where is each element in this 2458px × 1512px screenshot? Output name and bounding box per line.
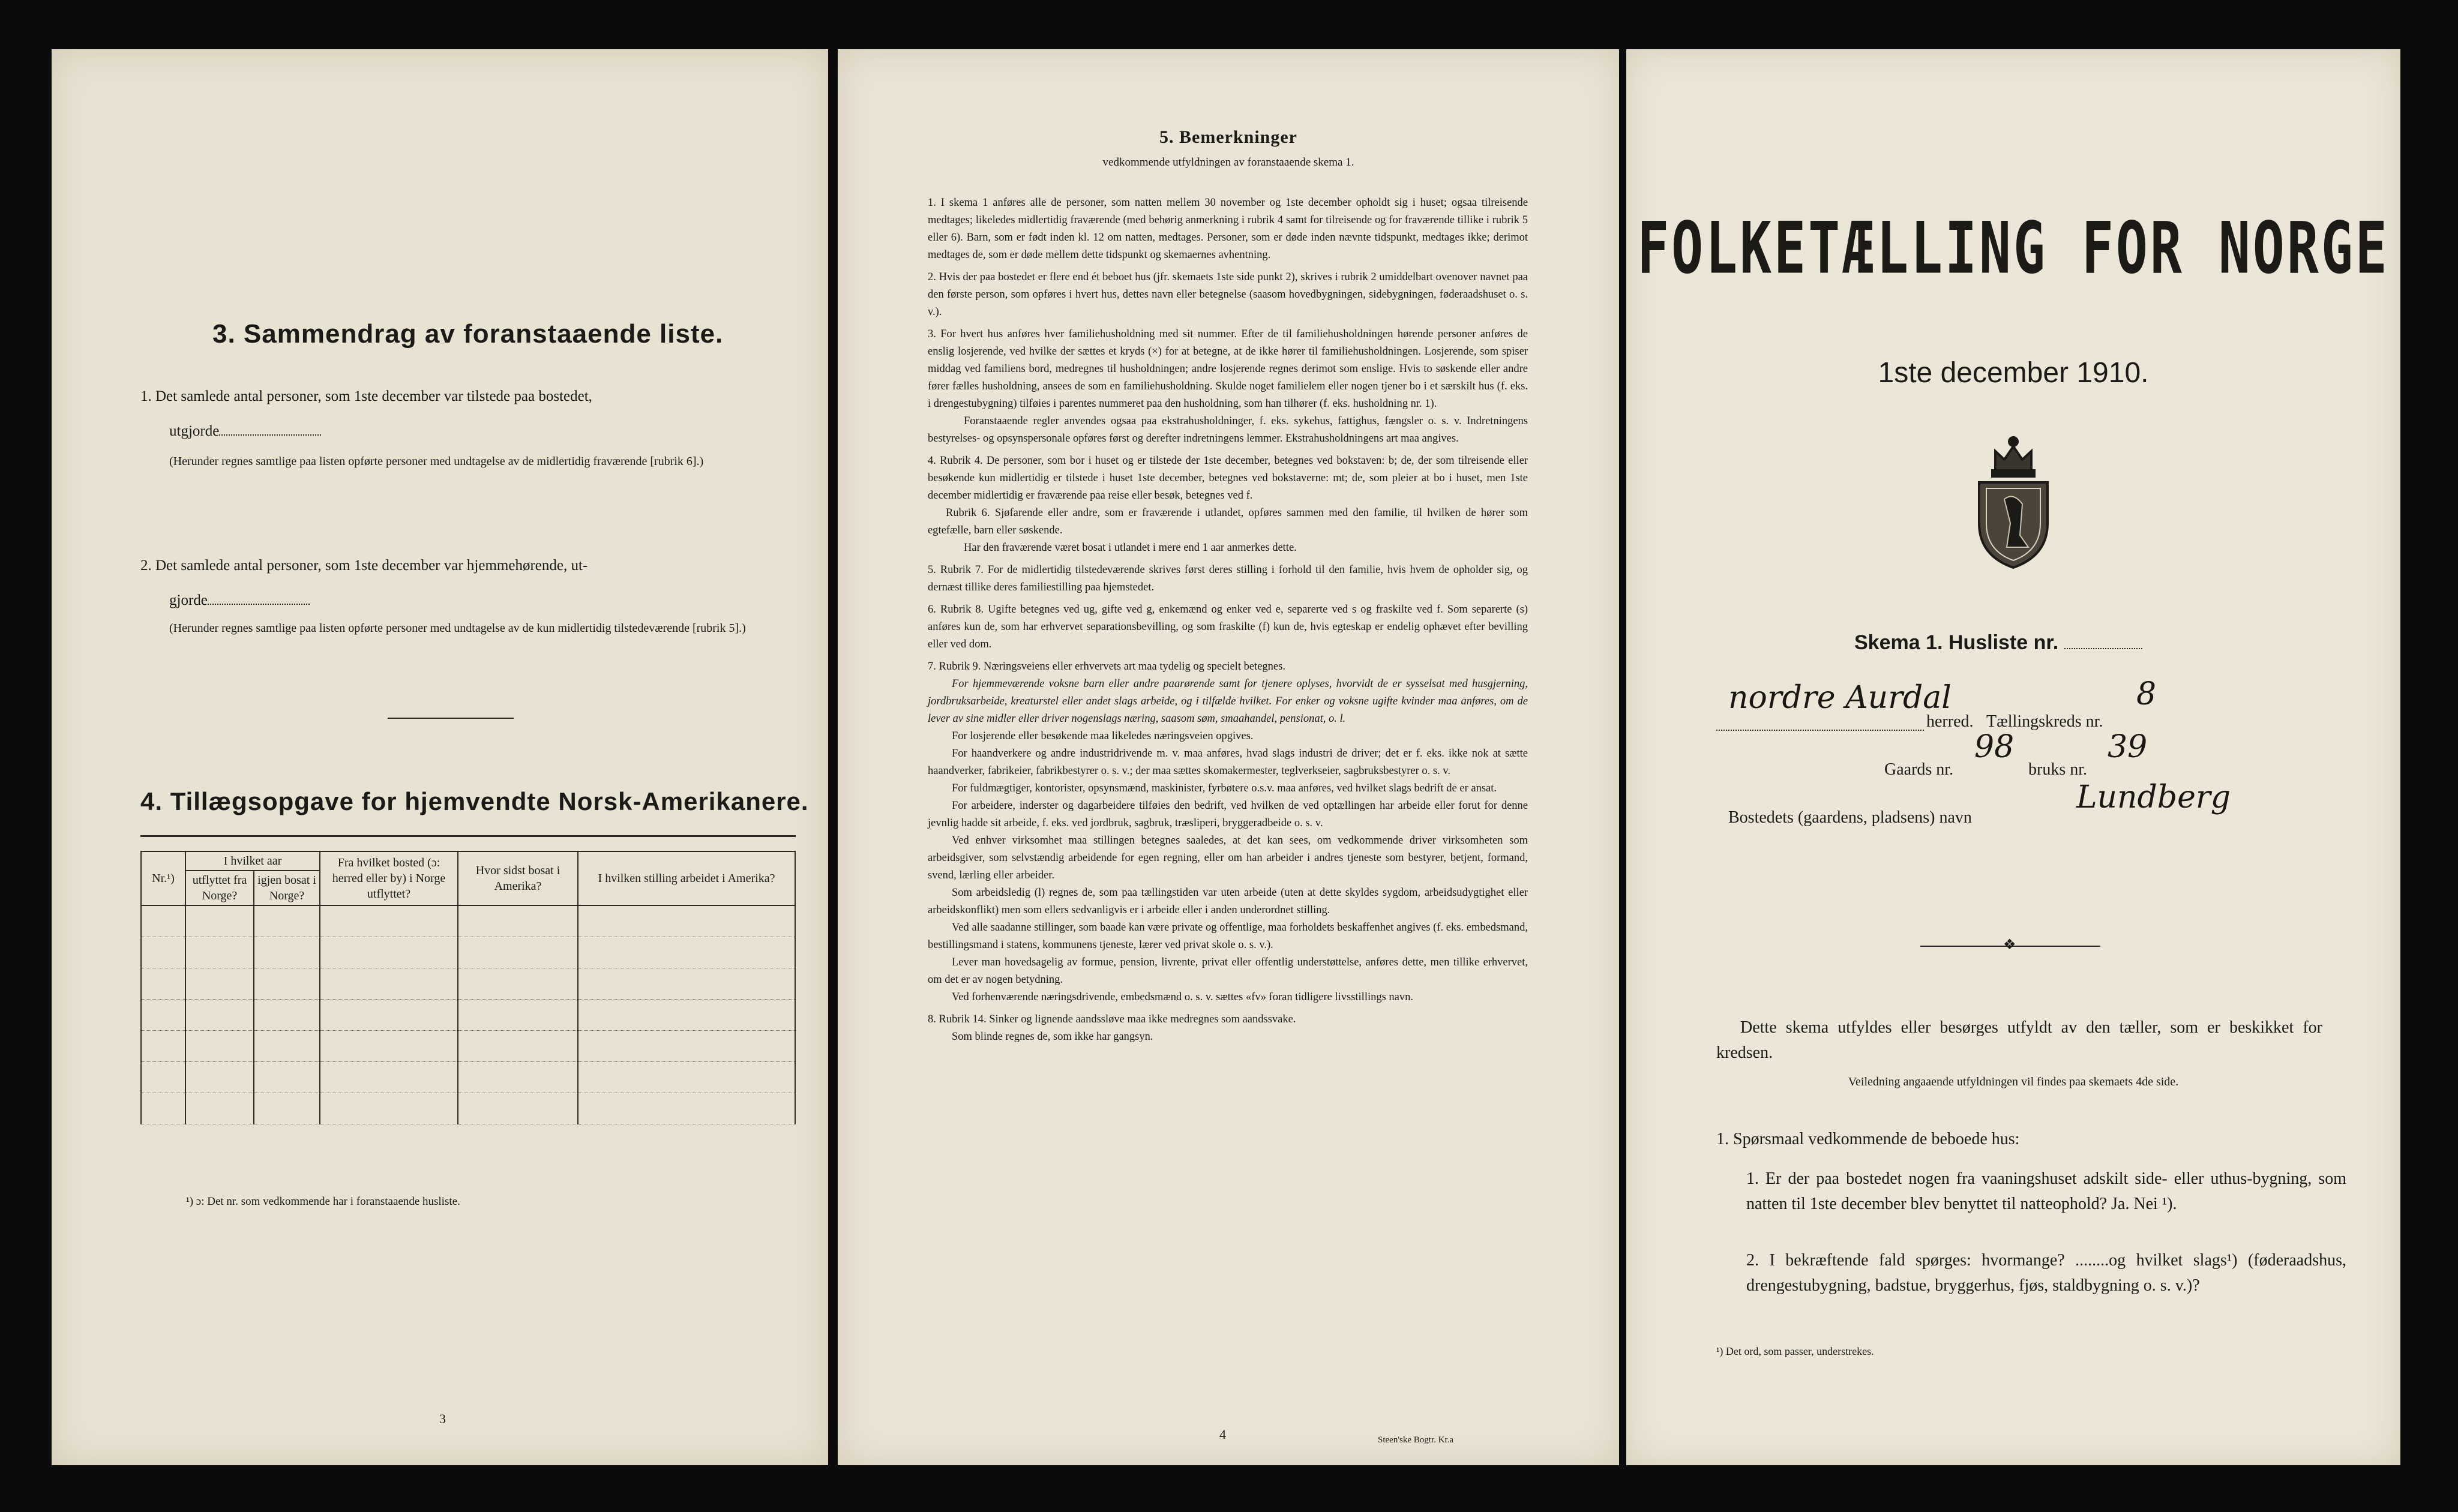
cell[interactable]	[320, 1093, 458, 1124]
remark-1: 1. I skema 1 anføres alle de personer, som natten mellem 30 november og 1ste december opholdt sig i huset; ogsaa tilreisende medtages; likeledes midlertidig fraværende (med behørig anmerkning i rubrik 4 samt for tilreisende og for fraværende tillike i rubrik 5 eller 6). Barn, som er født inden kl. 12 om natten, medtages. Personer, som er døde inden nævnte tidspunkt, medtages ikke; derimot medtages de, som er døde mellem dette tidspunkt og skemaernes avhentning.	[928, 197, 1528, 261]
cell[interactable]	[254, 1000, 320, 1031]
gaards-value[interactable]: 98	[1974, 729, 2015, 765]
instruction-1: Dette skema utfyldes eller besørges utfyldt av den tæller, som er beskikket for kredsen.	[1716, 1018, 2322, 1062]
remark-4c: Har den fraværende været bosat i utlandet i mere end 1 aar anmerkes dette.	[964, 542, 1297, 554]
remark-7h: Ved alle saadanne stillinger, som baade kan være private og offentlige, maa forholdets beskaffenhet angives (f. eks. embedsmand, bestillingsmand i statens, kommunens tjeneste, lærer ved privat skole o. s. v.).	[928, 922, 1528, 951]
remark-7b: For losjerende eller besøkende maa likeledes næringsveien opgives.	[952, 730, 1254, 742]
table-row	[141, 905, 795, 937]
cell[interactable]	[141, 1031, 185, 1062]
cell[interactable]	[578, 1031, 795, 1062]
item-2-word: gjorde	[169, 592, 208, 608]
cell[interactable]	[578, 937, 795, 968]
remark-4b: Rubrik 6. Sjøfarende eller andre, som er fraværende i utlandet, opføres sammen med den familie, til hvilken de hører som egtefælle, barn eller søskende.	[928, 507, 1528, 536]
page-number: 4	[1219, 1427, 1226, 1442]
item-2-label	[169, 589, 310, 612]
remark-7c: For haandverkere og andre industridrivende m. v. maa anføres, hvad slags industri de driver; det er f. eks. ikke nok at sætte haandverker, fabrikeier, fabrikbestyrer o. s. v.; der maa sættes skomakermester, teglverkseier, sagbruksbestyrer o. s. v.	[928, 748, 1528, 777]
page-1-cover	[1626, 49, 2400, 1465]
section-4-rule	[140, 835, 796, 837]
remark-2: 2. Hvis der paa bostedet er flere end ét beboet hus (jfr. skemaets 1ste side punkt 2), skrives i rubrik 2 umiddelbart ovenover navnet paa den første person, som opføres i hvert hus, dettes navn eller betegnelse (saasom hovedbygningen, sidebygningen, føderaadshuset o. s. v.).	[928, 271, 1528, 318]
cell[interactable]	[578, 968, 795, 1000]
cell[interactable]	[141, 1093, 185, 1124]
cell[interactable]	[458, 1093, 578, 1124]
item-1-blank[interactable]	[219, 434, 321, 436]
cell[interactable]	[458, 1062, 578, 1093]
cell[interactable]	[578, 1093, 795, 1124]
cell[interactable]	[254, 1062, 320, 1093]
census-date: 1ste december 1910.	[1878, 357, 2149, 389]
question-2: 2. I bekræftende fald spørges: hvormange? ........og hvilket slags¹) (føderaadshus, drengestubygning, badstue, bryggerhus, fjøs, staldbygning o. s. v.)?	[1746, 1251, 2346, 1295]
printer-mark: Steen'ske Bogtr. Kr.a	[1378, 1435, 1454, 1445]
cell[interactable]	[141, 1062, 185, 1093]
questions-title: 1. Spørsmaal vedkommende de beboede hus:	[1716, 1130, 2020, 1148]
item-2-note: (Herunder regnes samtlige paa listen opførte personer med undtagelse av de kun midlertidig tilstedeværende [rubrik 5].)	[169, 622, 746, 635]
table-row	[141, 1000, 795, 1031]
remark-6: 6. Rubrik 8. Ugifte betegnes ved ug, gifte ved g, enkemænd og enker ved e, separerte ved s og fraskilte ved f. Som separerte (s) anføres kun de, som har erhvervet separationsbevilling, og som fraskilte (f) kun de, hvis egteskap er endelig ophævet efter bevilling eller ved dom.	[928, 604, 1528, 650]
cell[interactable]	[458, 1000, 578, 1031]
table-row	[141, 1093, 795, 1124]
norwegian-coat-of-arms-icon	[1962, 433, 2064, 571]
herred-line	[1716, 676, 2382, 739]
bosted-value[interactable]: Lundberg	[2076, 779, 2231, 815]
table-footnote: ¹) ɔ: Det nr. som vedkommende har i foranstaaende husliste.	[186, 1195, 460, 1208]
kreds-label: Tællingskreds nr.	[1986, 712, 2103, 731]
item-2-text: 2. Det samlede antal personer, som 1ste december var hjemmehørende, ut-	[140, 557, 588, 574]
col-fra-bosted: Fra hvilket bosted (ɔ: herred eller by) i Norge utflyttet?	[320, 851, 458, 905]
remark-8: 8. Rubrik 14. Sinker og lignende aandssløve maa ikke medregnes som aandssvake.	[928, 1013, 1296, 1025]
table-row	[141, 1062, 795, 1093]
section-3-title: 3. Sammendrag av foranstaaende liste.	[212, 319, 724, 349]
divider	[388, 718, 514, 719]
cell[interactable]	[320, 1062, 458, 1093]
item-1-word: utgjorde	[169, 423, 220, 439]
cell[interactable]	[578, 905, 795, 937]
herred-blank	[1716, 730, 1924, 731]
remark-7e: For arbeidere, inderster og dagarbeidere tilføies den bedrift, ved hvilken de ved optællingen har arbeide eller forut for denne jevnlig hadde sit arbeide, f. eks. ved jordbruk, sagbruk, træsliperi, bryggeradbeide o. s. v.	[928, 800, 1528, 829]
cell[interactable]	[458, 968, 578, 1000]
page-number: 3	[439, 1411, 446, 1426]
kreds-value[interactable]: 8	[2136, 676, 2157, 712]
bruks-label: bruks nr.	[2028, 760, 2087, 779]
col-hvor-amerika: Hvor sidst bosat i Amerika?	[458, 851, 578, 905]
cell[interactable]	[458, 937, 578, 968]
skema-text: Skema 1. Husliste nr.	[1854, 631, 2059, 654]
table-row	[141, 968, 795, 1000]
cell[interactable]	[320, 937, 458, 968]
remark-7j: Ved forhenværende næringsdrivende, embedsmænd o. s. v. sættes «fv» foran tidligere livsstillings navn.	[952, 991, 1414, 1003]
herred-value[interactable]: nordre Aurdal	[1728, 680, 1952, 716]
cell[interactable]	[578, 1000, 795, 1031]
remarks-body	[928, 194, 1528, 1046]
gaards-label: Gaards nr.	[1884, 760, 1954, 779]
cell[interactable]	[578, 1062, 795, 1093]
cell[interactable]	[254, 905, 320, 937]
cell[interactable]	[320, 968, 458, 1000]
page-4-remarks	[838, 49, 1619, 1465]
question-1: 1. Er der paa bostedet nogen fra vaaningshuset adskilt side- eller uthus-bygning, som natten til 1ste december blev benyttet til natteophold? Ja. Nei ¹).	[1746, 1169, 2346, 1213]
col-igjen: igjen bosat i Norge?	[254, 871, 320, 905]
remark-7a: For hjemmeværende voksne barn eller andre paarørende samt for tjenere oplyses, hvorvidt de er sysselsat med husgjerning, jordbruksarbeide, kreaturstel eller andet slags arbeide, og i tilfælde hvilket. For enker og voksne ugifte kvinder maa anføres, om de lever av sine midler eller driver nogenslags næring, saasom søm, smaahandel, pensionat, o. l.	[928, 678, 1528, 725]
cell[interactable]	[185, 1000, 254, 1031]
item-1-label	[169, 420, 321, 443]
cell[interactable]	[141, 937, 185, 968]
remark-3b: Foranstaaende regler anvendes ogsaa paa ekstrahusholdninger, f. eks. sykehus, fattighus, fængsler o. s. v. Indretningens bestyrelses- og opsynspersonale opføres først og derefter indretningens lemmer. Ekstrahusholdningens art maa angives.	[928, 415, 1528, 445]
table-row	[141, 937, 795, 968]
husliste-nr-blank[interactable]	[2064, 648, 2142, 649]
cell[interactable]	[320, 905, 458, 937]
cell[interactable]	[185, 1031, 254, 1062]
section-4-title: 4. Tillægsopgave for hjemvendte Norsk-Amerikanere.	[140, 787, 809, 815]
remark-7: 7. Rubrik 9. Næringsveiens eller erhvervets art maa tydelig og specielt betegnes.	[928, 661, 1285, 673]
page-3-summary	[52, 49, 828, 1465]
cell[interactable]	[254, 937, 320, 968]
remarks-title: 5. Bemerkninger	[1159, 127, 1297, 147]
census-title: FOLKETÆLLING FOR NORGE	[1637, 206, 2390, 290]
cell[interactable]	[141, 968, 185, 1000]
remark-7g: Som arbeidsledig (l) regnes de, som paa tællingstiden var uten arbeide (uten at dette skyldes sygdom, arbeidsudygtighet eller arbeidskonflikt) men som ellers sedvanligvis er i arbeide eller i anden underordnet stilling.	[928, 887, 1528, 916]
cell[interactable]	[254, 968, 320, 1000]
cell[interactable]	[320, 1031, 458, 1062]
skema-label	[1854, 631, 2142, 655]
col-nr: Nr.¹)	[141, 851, 185, 905]
cell[interactable]	[458, 905, 578, 937]
cell[interactable]	[141, 1000, 185, 1031]
cell[interactable]	[320, 1000, 458, 1031]
col-group-year: I hvilket aar	[185, 851, 320, 871]
col-utflyttet: utflyttet fra Norge?	[185, 871, 254, 905]
cell[interactable]	[254, 1031, 320, 1062]
cell[interactable]	[141, 905, 185, 937]
cell[interactable]	[185, 1093, 254, 1124]
item-2-blank[interactable]	[208, 604, 310, 605]
item-1-text: 1. Det samlede antal personer, som 1ste december var tilstede paa bostedet,	[140, 388, 592, 404]
remark-5: 5. Rubrik 7. For de midlertidig tilstedeværende skrives først deres stilling i forhold til den familie, hvis hvem de opholder sig, og dernæst tillike deres familiestilling paa hjemstedet.	[928, 564, 1528, 593]
col-stilling: I hvilken stilling arbeidet i Amerika?	[578, 851, 795, 905]
ornament-icon: ❖	[2003, 937, 2016, 953]
norsk-amerikanere-table	[140, 851, 796, 1124]
cell[interactable]	[458, 1031, 578, 1062]
cell[interactable]	[185, 1062, 254, 1093]
bruks-value[interactable]: 39	[2108, 729, 2148, 765]
instruction-2: Veiledning angaaende utfyldningen vil findes paa skemaets 4de side.	[1848, 1075, 2179, 1088]
cover-footnote: ¹) Det ord, som passer, understrekes.	[1716, 1345, 1874, 1357]
bosted-line	[1728, 779, 2388, 835]
remark-8b: Som blinde regnes de, som ikke har gangsyn.	[952, 1031, 1153, 1043]
cell[interactable]	[185, 937, 254, 968]
bosted-label: Bostedets (gaardens, pladsens) navn	[1728, 808, 1972, 827]
remark-3: 3. For hvert hus anføres hver familiehusholdning med sit nummer. Efter de til familiehusholdningen hørende personer anføres de enslig losjerende, ved hvilke der sættes et kryds (×) for at betegne, at de ikke hører til familiehusholdningen. Losjerende, som spiser middag ved familiens bord, medregnes til husholdningen; andre losjerende regnes derimot som enslige. Hvis to søskende eller andre fører fælles husholdning, ansees de som en familiehusholdning. Skulde noget familielem eller nogen tjener bo i et særskilt hus (f. eks. i drengestubygning) tilføies i parentes nummeret paa den husholdning, som han tilhører (f. eks. husholdning nr. 1).	[928, 328, 1528, 410]
remark-7i: Lever man hovedsagelig av formue, pension, livrente, privat eller offentlig understøttelse, anføres dette, men tillike erhvervet, om det er av nogen betydning.	[928, 956, 1528, 986]
cell[interactable]	[254, 1093, 320, 1124]
herred-label: herred.	[1926, 712, 1974, 731]
remark-4: 4. Rubrik 4. De personer, som bor i huset og er tilstede der 1ste december, betegnes ved bokstaven: b; de, der som tilreisende eller besøkende kun midlertidig er tilstede i huset 1ste december, betegnes ved bokstaverne: mt; de, som pleier at bo i huset, men 1ste december midlertidig er fraværende paa reise eller besøk, betegnes ved f.	[928, 455, 1528, 502]
cell[interactable]	[185, 968, 254, 1000]
item-1-note: (Herunder regnes samtlige paa listen opførte personer med undtagelse av de midlertidig fraværende [rubrik 6].)	[169, 455, 704, 468]
remarks-subtitle: vedkommende utfyldningen av foranstaaende skema 1.	[1102, 156, 1354, 169]
remark-7d: For fuldmægtiger, kontorister, opsynsmænd, maskinister, fyrbøtere o.s.v. maa anføres, ved hvilket slags bedrift de er ansat.	[952, 782, 1497, 794]
remark-7f: Ved enhver virksomhet maa stillingen betegnes saaledes, at det kan sees, om vedkommende driver virksomheten som arbeidsgiver, som selvstændig arbeidende for egen regning, eller om han arbeider i andres tjeneste som bestyrer, betjent, formand, svend, lærling eller arbeider.	[928, 835, 1528, 881]
table-row	[141, 1031, 795, 1062]
cell[interactable]	[185, 905, 254, 937]
